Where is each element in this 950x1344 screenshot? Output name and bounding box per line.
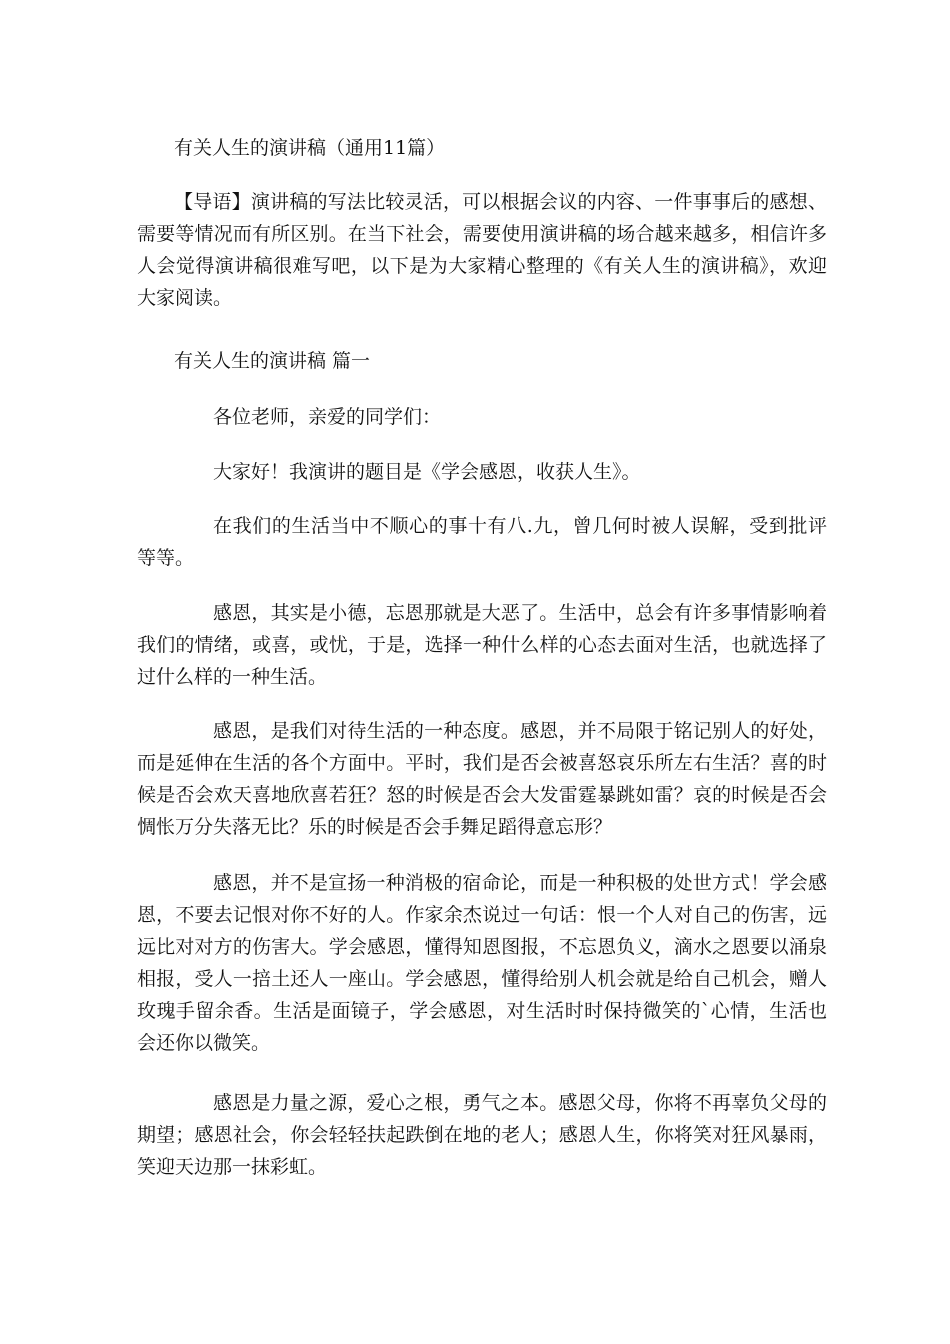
body-paragraph: 感恩，并不是宣扬一种消极的宿命论，而是一种积极的处世方式！学会感恩，不要去记恨对你不好的人。作家余杰说过一句话：恨一个人对自己的伤害，远远比对对方的伤害大。学会感恩，懂得知恩图报，不忘恩负义，滴水之恩要以涌泉相报，受人一掊土还人一座山。学会感恩，懂得给别人机会就是给自己机会，赠人玫瑰手留余香。生活是面镜子，学会感恩，对生活时时保持微笑的`心情，生活也会还你以微笑。: [137, 872, 827, 1054]
greeting-paragraph: 大家好！我演讲的题目是《学会感恩，收获人生》。: [213, 461, 641, 483]
intro-paragraph: 【导语】演讲稿的写法比较灵活，可以根据会议的内容、一件事事后的感想、需要等情况而有所区别。在当下社会，需要使用演讲稿的场合越来越多，相信许多人会觉得演讲稿很难写吧，以下是为大家精心整理的《有关人生的演讲稿》，欢迎大家阅读。: [137, 191, 827, 309]
body-paragraph: 在我们的生活当中不顺心的事十有八.九，曾几何时被人误解，受到批评等等。: [137, 515, 827, 569]
body-paragraph: 感恩是力量之源，爱心之根，勇气之本。感恩父母，你将不再辜负父母的期望；感恩社会，你会轻轻扶起跌倒在地的老人；感恩人生，你将笑对狂风暴雨，笑迎天边那一抹彩虹。: [137, 1092, 827, 1178]
document-title: 有关人生的演讲稿（通用11篇）: [174, 137, 446, 159]
body-paragraph: 感恩，是我们对待生活的一种态度。感恩，并不局限于铭记别人的好处，而是延伸在生活的各个方面中。平时，我们是否会被喜怒哀乐所左右生活？喜的时候是否会欢天喜地欣喜若狂？怒的时候是否会大发雷霆暴跳如雷？哀的时候是否会惆怅万分失落无比？乐的时候是否会手舞足蹈得意忘形？: [137, 720, 827, 838]
section-heading: 有关人生的演讲稿 篇一: [174, 350, 371, 372]
salutation-paragraph: 各位老师，亲爱的同学们：: [213, 406, 442, 428]
body-paragraph: 感恩，其实是小德，忘恩那就是大恶了。生活中，总会有许多事情影响着我们的情绪，或喜，或忧，于是，选择一种什么样的心态去面对生活，也就选择了过什么样的一种生活。: [137, 602, 827, 688]
